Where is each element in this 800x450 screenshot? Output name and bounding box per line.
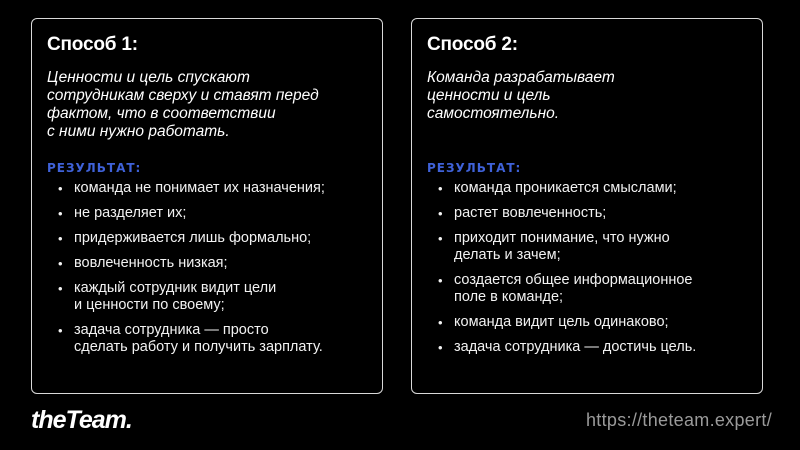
result-item-text: вовлеченность низкая; bbox=[74, 255, 228, 271]
result-item-text: задача сотрудника — просто сделать работу и получить зарплату. bbox=[74, 322, 323, 355]
method-1-result-label: РЕЗУЛЬТАТ: bbox=[47, 161, 142, 175]
bullet-icon: • bbox=[438, 340, 443, 355]
method-2-description: Команда разрабатывает ценности и цель самостоятельно. bbox=[427, 69, 615, 122]
result-item-text: создается общее информационное поле в команде; bbox=[454, 272, 693, 305]
list-item bbox=[47, 255, 367, 272]
bullet-icon: • bbox=[58, 206, 63, 221]
bullet-icon: • bbox=[438, 273, 443, 288]
list-item bbox=[427, 205, 747, 222]
bullet-icon: • bbox=[438, 315, 443, 330]
list-item bbox=[47, 180, 367, 197]
result-item-text: растет вовлеченность; bbox=[454, 205, 607, 221]
method-2-result-label: РЕЗУЛЬТАТ: bbox=[427, 161, 522, 175]
list-item bbox=[47, 230, 367, 247]
result-item-text: команда не понимает их назначения; bbox=[74, 180, 325, 196]
bullet-icon: • bbox=[58, 323, 63, 338]
bullet-icon: • bbox=[58, 231, 63, 246]
list-item bbox=[427, 180, 747, 197]
result-item-text: придерживается лишь формально; bbox=[74, 230, 312, 246]
list-item bbox=[47, 205, 367, 222]
method-1-card bbox=[31, 18, 383, 394]
bullet-icon: • bbox=[58, 181, 63, 196]
list-item bbox=[427, 272, 747, 306]
result-item-text: задача сотрудника — достичь цель. bbox=[454, 339, 697, 355]
result-item-text: каждый сотрудник видит цели и ценности по своему; bbox=[74, 280, 277, 313]
bullet-icon: • bbox=[438, 181, 443, 196]
result-item-text: приходит понимание, что нужно делать и зачем; bbox=[454, 230, 670, 263]
list-item bbox=[427, 314, 747, 331]
bullet-icon: • bbox=[438, 206, 443, 221]
result-item-text: команда проникается смыслами; bbox=[454, 180, 677, 196]
method-2-results-list bbox=[427, 180, 747, 356]
bullet-icon: • bbox=[58, 281, 63, 296]
method-2-title: Способ 2: bbox=[427, 34, 518, 55]
brand-logo: theTeam. bbox=[31, 406, 132, 434]
list-item bbox=[47, 280, 367, 314]
bullet-icon: • bbox=[58, 256, 63, 271]
result-item-text: не разделяет их; bbox=[74, 205, 187, 221]
list-item bbox=[427, 230, 747, 264]
list-item bbox=[427, 339, 747, 356]
result-item-text: команда видит цель одинаково; bbox=[454, 314, 669, 330]
method-1-results-list bbox=[47, 180, 367, 356]
website-url[interactable]: https://theteam.expert/ bbox=[586, 410, 772, 430]
list-item bbox=[47, 322, 367, 356]
method-2-card bbox=[411, 18, 763, 394]
method-1-title: Способ 1: bbox=[47, 34, 138, 55]
method-1-description: Ценности и цель спускают сотрудникам сверху и ставят перед фактом, что в соответствии с ними нужно работать. bbox=[47, 69, 319, 140]
bullet-icon: • bbox=[438, 231, 443, 246]
